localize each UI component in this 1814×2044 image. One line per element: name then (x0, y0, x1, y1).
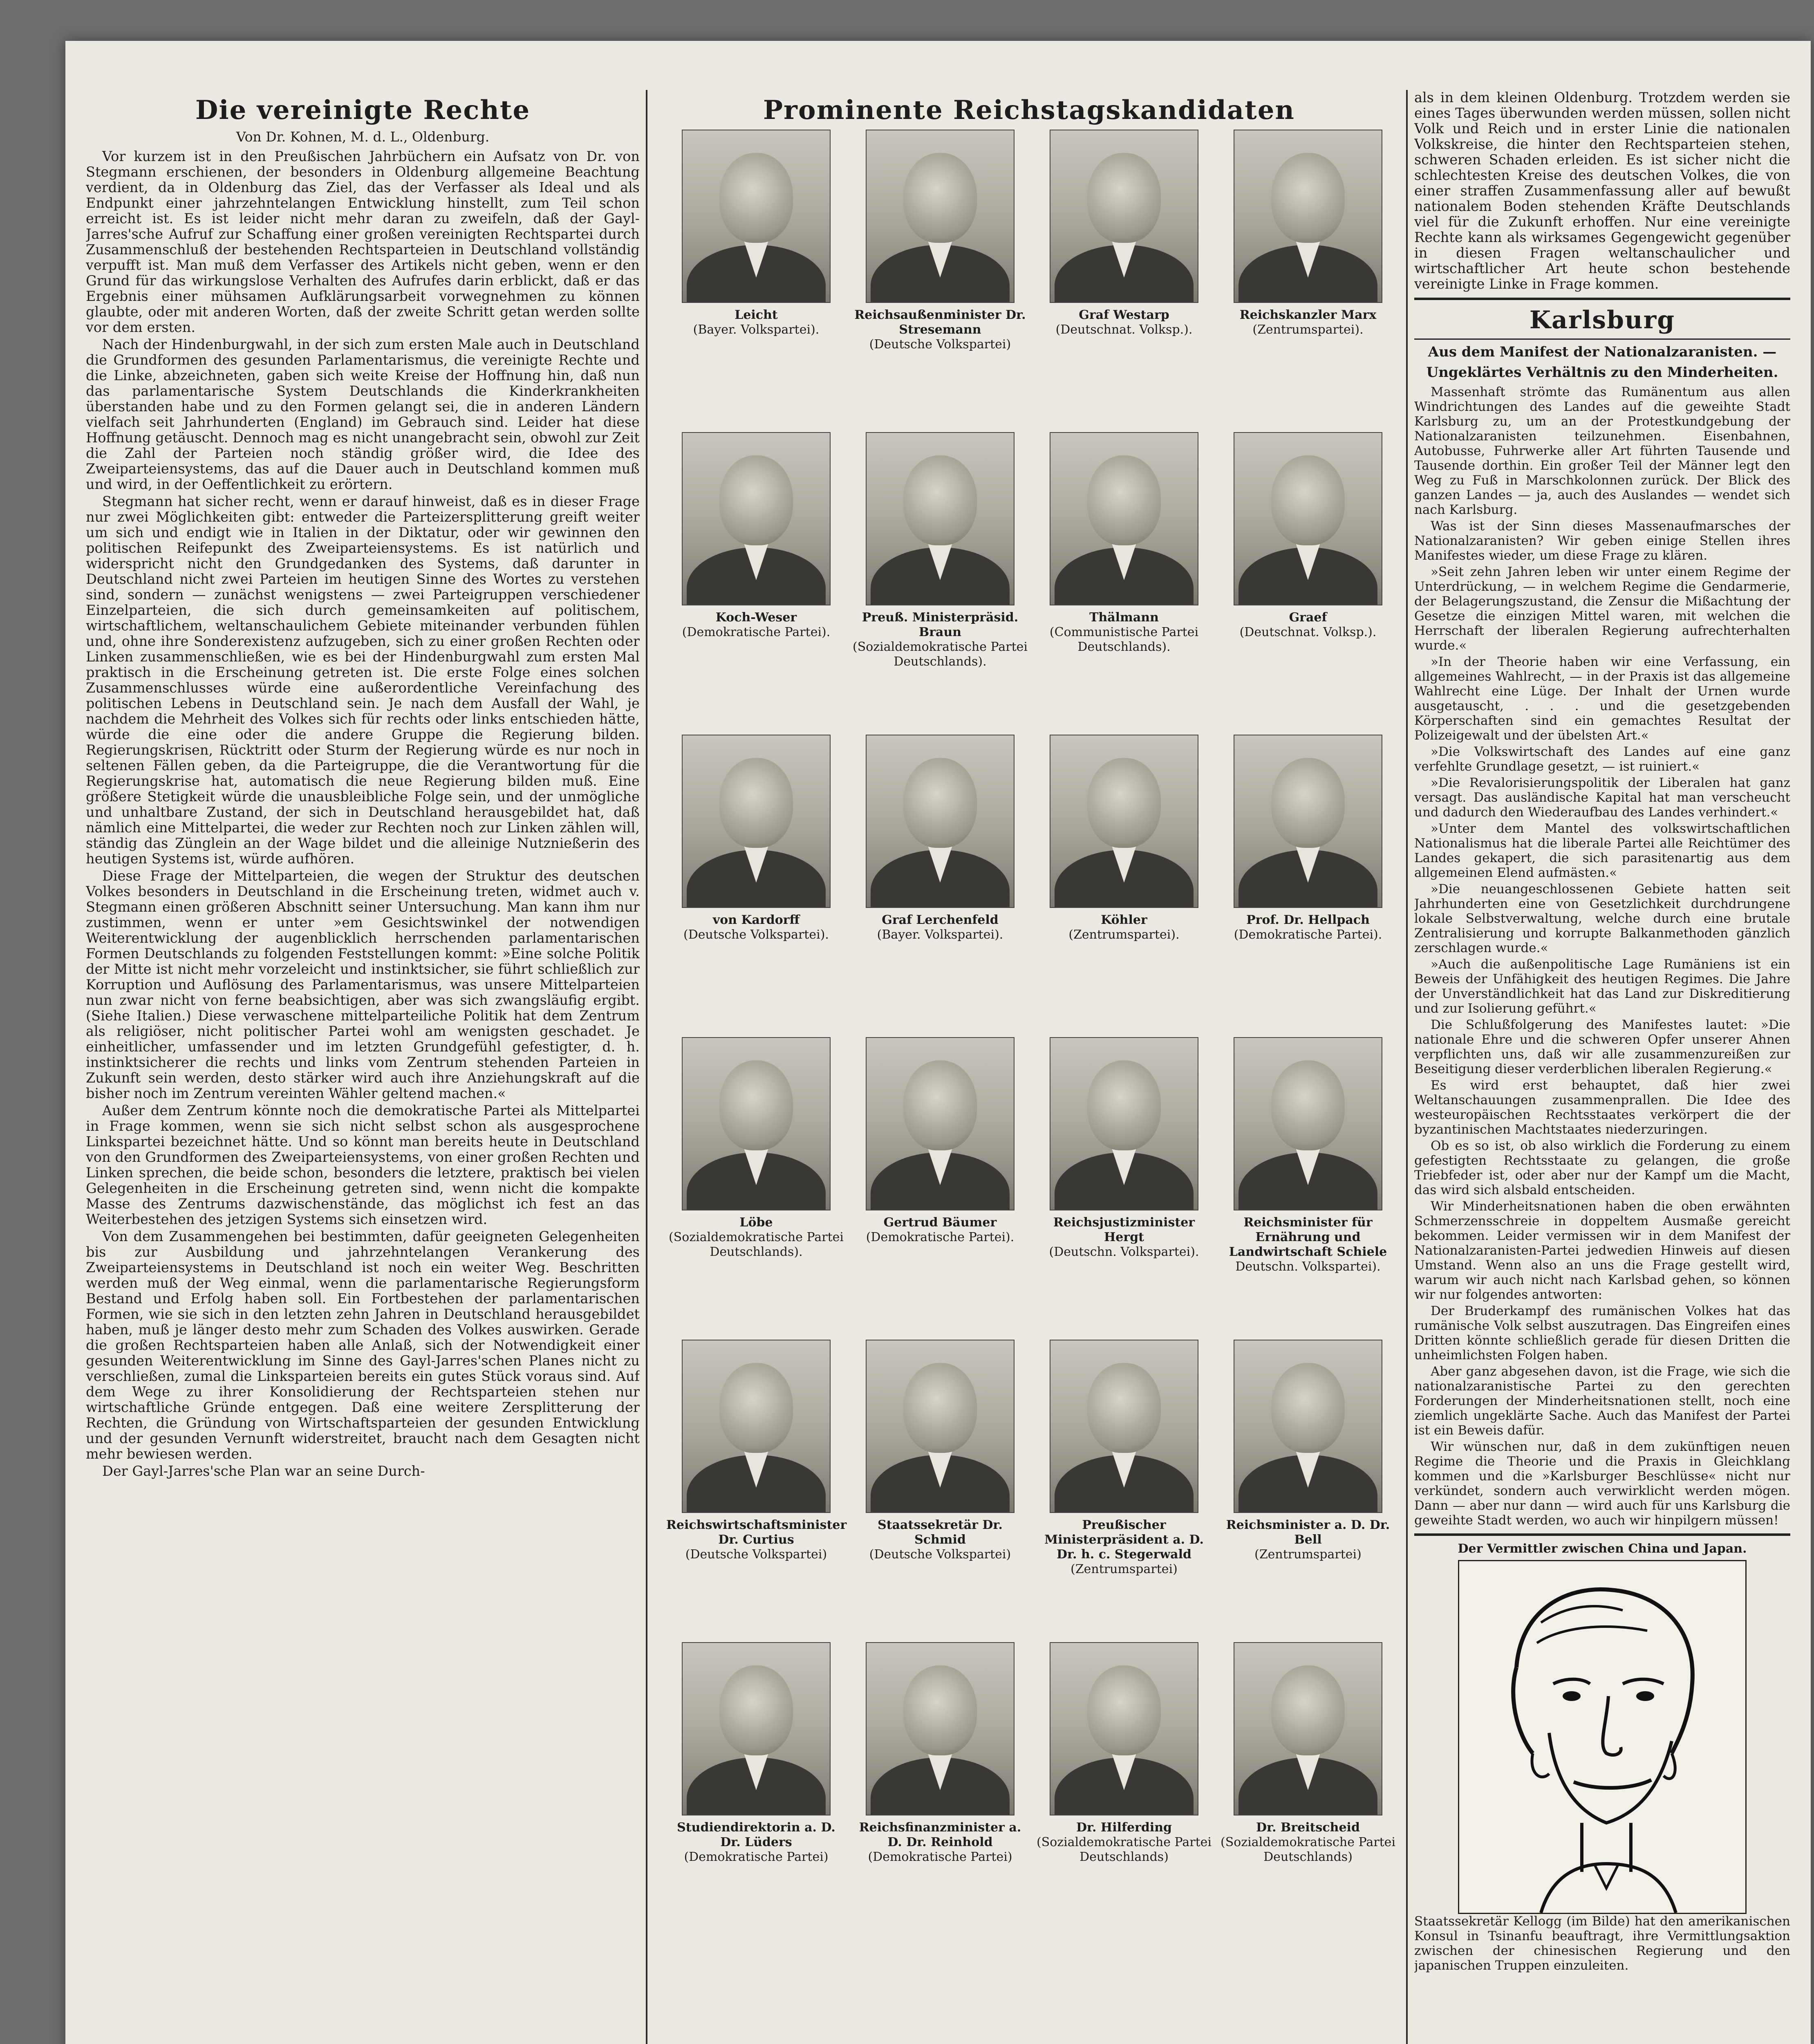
portrait-photo (1050, 432, 1198, 605)
portrait-party: (Deutschnat. Volksp.). (1239, 625, 1377, 639)
paragraph: »Auch die außenpolitische Lage Rumäniens ist ein Beweis der Unfähigkeit des heutigen Regimes. Die Jahre der Unverständlichkeit hat das Land zur Diskreditierung und zur Isolierung geführt.« (1414, 957, 1790, 1016)
paragraph: Aber ganz abgesehen davon, ist die Frage, wie sich die nationalzaranistische Partei zu den gerechten Forderungen der Minderheitsnationen stellt, noch eine ziemlich ungeklärte Sache. Auch das Manifest der Partei ist ein Beweis dafür. (1414, 1364, 1790, 1438)
portrait-caption (1034, 1518, 1214, 1577)
portrait-caption (1034, 1215, 1214, 1260)
portrait-party: (Deutsche Volkspartei) (869, 1547, 1011, 1562)
paragraph: Stegmann hat sicher recht, wenn er darauf hinweist, daß es in dieser Frage nur zwei Möglichkeiten gibt: entweder die Parteizersplitterung greift weiter um sich und endigt wie in Italien in der Diktatur, oder wir gewinnen den politischen Reifepunkt des Zweiparteiensystems. Es ist natürlich und widerspricht nicht den Grundgedanken des Systems, daß darunter in Deutschland nicht zwei Parteien im heutigen Sinne des Wortes zu verstehen sind, sondern — zunächst wenigstens — zwei Parteigruppen verschiedener Einzelparteien, die sich durch gemeinsamkeiten auf politischem, wirtschaftlichem, weltanschaulichem Gebiete miteinander verbunden fühlen und, ohne ihre Sonderexistenz aufzugeben, sich zu einer großen Rechten oder Linken zusammenschließen, wie es bei der Hindenburgwahl zum ersten Mal praktisch in die Erscheinung getreten ist. Die erste Folge eines solchen Zusammenschlusses würde eine außerordentliche Vereinfachung des politischen Lebens in Deutschland sein. Je nach dem Ausfall der Wahl, je nachdem die Mehrheit des Volkes sich für rechts oder links entschieden hätte, würde die eine oder die andere Gruppe die Regierung bilden. Regierungskrisen, Rücktritt oder Sturm der Regierung würde es nur noch in seltenen Fällen geben, da die Parteigruppe, die die Verantwortung für die Regierungskrise hat, automatisch die neue Regierung bilden muß. Eine größere Stetigkeit würde die unausbleibliche Folge sein, und der unmögliche und unhaltbare Zustand, der sich in Deutschland herausgebildet hat, daß nämlich eine Mittelpartei, die weder zur Rechten noch zur Linken zählen will, ständig das Zünglein an der Wage bildet und die alleinige Nutznießerin des heutigen Systems ist, würde aufhören. (86, 493, 640, 867)
portrait-card (850, 432, 1030, 718)
paragraph: »Die Volkswirtschaft des Landes auf eine ganz verfehlte Grundlage gesetzt, — ist ruiniert.« (1414, 744, 1790, 774)
paragraph: Es wird erst behauptet, daß hier zwei Weltanschauungen zusammenprallen. Die Idee des westeuropäischen Rechtsstaates verkörpert die der byzantinischen Machtstaates niederzuringen. (1414, 1078, 1790, 1137)
portrait-head (1271, 1363, 1345, 1453)
portrait-card (666, 1642, 846, 1928)
article-vereinigte-rechte (86, 90, 640, 2044)
portrait-head (1271, 758, 1345, 848)
portrait-photo (1050, 735, 1198, 908)
portrait-photo (682, 1642, 831, 1815)
paragraph: »Unter dem Mantel des volkswirtschaftlichen Nationalismus hat die liberale Partei alle Reichtümer des Landes gekapert, die sich parasitenartig aus dem allgemeinen Elend aufmästen.« (1414, 821, 1790, 880)
portrait-name: Dr. Hilferding (1076, 1820, 1172, 1835)
portrait-name: Graf Lerchenfeld (882, 913, 999, 927)
portrait-caption (1034, 1820, 1214, 1865)
paragraph: Vor kurzem ist in den Preußischen Jahrbüchern ein Aufsatz von Dr. von Stegmann erschienen, der besonders in Oldenburg allgemeine Beachtung verdient, da in Oldenburg das Ziel, das der Verfasser als Ideal und als Endpunkt einer jahrzehntelangen Entwicklung hinstellt, zum Teil schon erreicht ist. Es ist leider nicht mehr daran zu zweifeln, daß der Gayl-Jarres'sche Aufruf zur Schaffung einer großen vereinigten Rechtspartei durch Zusammenschluß der bestehenden Rechtsparteien in Deutschland vollständig verpufft ist. Man muß dem Verfasser des Artikels nicht geben, wenn er den Grund für das wirkungslose Verhalten des Aufrufes darin erblickt, daß er das Ergebnis einer mühsamen Aufklärungsarbeit vorwegnehmen zu können glaubte, oder mit anderen Worten, daß der zweite Schritt getan werden sollte vor dem ersten. (86, 148, 640, 335)
paragraph: Nach der Hindenburgwahl, in der sich zum ersten Male auch in Deutschland die Grundformen des gesunden Parlamentarismus, die vereinigte Rechte und die Linke, abzeichneten, gaben sich weite Kreise der Hoffnung hin, daß nun das parlamentarische System Deutschlands die Kinderkrankheiten überstanden habe und zu den Formen gelangt sei, die in anderen Ländern vielfach seit Jahrhunderten (England) im Gebrauch sind. Leider hat diese Hoffnung getäuscht. Dennoch mag es nicht unangebracht sein, obwohl zur Zeit die Zahl der Parteien noch ständig größer wird, die Idee des Zweiparteiensystems, das auf die Dauer auch in Deutschland kommen muß und wird, in der Oeffentlichkeit zu erörtern. (86, 336, 640, 492)
portrait-name: Reichskanzler Marx (1239, 308, 1377, 322)
portrait-name: von Kardorff (712, 913, 800, 927)
portrait-card (1218, 1340, 1398, 1626)
portrait-name: Reichsfinanzminister a. D. Dr. Reinhold (859, 1820, 1021, 1849)
paragraph: Wir Minderheitsnationen haben die oben erwähnten Schmerzensschreie in doppeltem Ausmaße gereicht bekommen. Leider vermissen wir in dem Manifest der Nationalzaranisten-Partei jedwedien Hinweis auf diesen Umstand. Wenn also an uns die Frage gestellt wird, warum wir auch nicht nach Karlsbad gehen, so können wir nur folgendes antworten: (1414, 1199, 1790, 1302)
portrait-photo (866, 735, 1014, 908)
portrait-head (903, 758, 977, 848)
portrait-name: Dr. Breitscheid (1256, 1820, 1360, 1835)
portrait-card (666, 432, 846, 718)
portrait-section (658, 90, 1400, 2044)
portrait-head (719, 758, 793, 848)
newspaper-page (65, 41, 1811, 2044)
portrait-name: Graef (1289, 610, 1327, 625)
paragraph: Von dem Zusammengehen bei bestimmten, dafür geeigneten Gelegenheiten bis zur Ausbildung und jahrzehntelangen Verankerung des Zweiparteiensystems in Deutschland ist noch ein weiter Weg. Beschritten werden muß der Weg einmal, wenn die parlamentarische Regierungsform Bestand und Erfolg haben soll. Ein Fortbestehen der parlamentarischen Formen, wie sie sich in den letzten zehn Jahren in Deutschland herausgebildet haben, muß je länger desto mehr zum Schaden des Volkes auswirken. Gerade die großen Rechtsparteien haben alle Anlaß, sich der Notwendigkeit einer gesunden Weiterentwicklung im Sinne des Gayl-Jarres'schen Planes nicht zu verschließen, zumal die Linksparteien bereits ein gutes Stück voraus sind. Auf dem Wege zu ihrer Konsolidierung der Rechtsparteien stehen nur wirtschaftliche Gründe entgegen. Daß eine weitere Zersplitterung der Rechten, die Gründung von Wirtschaftsparteien der gesunden Entwicklung und der gesunden Vernunft widerstreitet, braucht nach dem Gesagten nicht mehr bewiesen werden. (86, 1228, 640, 1462)
portrait-card (1034, 130, 1214, 416)
portrait-photo (682, 1340, 831, 1513)
portrait-party: (Demokratische Partei). (866, 1230, 1014, 1244)
portrait-head (719, 1665, 793, 1755)
portrait-card (1218, 432, 1398, 718)
portrait-party: (Zentrumspartei) (1254, 1547, 1362, 1562)
portrait-head (719, 1363, 793, 1453)
portrait-head (903, 455, 977, 545)
portrait-head (1271, 1665, 1345, 1755)
portrait-photo (1050, 130, 1198, 303)
portrait-name: Reichsminister für Ernährung und Landwirtschaft Schiele (1229, 1215, 1387, 1259)
cartoon-title: Der Vermittler zwischen China und Japan. (1458, 1542, 1747, 1556)
cartoon-drawing (1459, 1561, 1745, 1913)
cartoon-caption-block (1414, 1914, 1790, 1973)
paragraph: Außer dem Zentrum könnte noch die demokratische Partei als Mittelpartei in Frage kommen, wenn sie sich nicht selbst schon als ausgesprochene Linkspartei bezeichnet hätte. Und so könnt man bereits heute in Deutschland von den Grundformen des Zweiparteiensystems, von einer großen Rechten und Linken sprechen, die beide schon, besonders die letztere, praktisch bei vielen Gelegenheiten in die Erscheinung getreten sind, wenn nicht die kompakte Masse des Zentrums dazwischenstände, das möglichst ich fest an das Weiterbestehen des jetzigen Systems sich einsetzen wird. (86, 1103, 640, 1227)
portrait-photo (866, 1037, 1014, 1210)
portrait-head (1087, 153, 1161, 243)
portrait-card (1034, 432, 1214, 718)
portrait-photo (1050, 1340, 1198, 1513)
divider (1414, 298, 1790, 300)
portrait-card (1034, 1642, 1214, 1928)
section-headline: Prominente Reichstagskandidaten (763, 95, 1295, 126)
portrait-party: Deutschn. Volkspartei). (1235, 1260, 1381, 1274)
portrait-card (666, 735, 846, 1021)
paragraph: »Seit zehn Jahren leben wir unter einem Regime der Unterdrückung, — in welchem Regime die Gendarmerie, der Belagerungszustand, die Zensur die Mißachtung der Gesetze die einzigen Mittel waren, mit welchen die Herrschaft der liberalen Regierung aufrechterhalten wurde.« (1414, 565, 1790, 653)
portrait-head (903, 1363, 977, 1453)
portrait-photo (1234, 432, 1382, 605)
paragraph: Die Schlußfolgerung des Manifestes lautet: »Die nationale Ehre und die schweren Opfer unserer Ahnen verpflichten uns, daß wir alle zusammenzureißen zur Beseitigung dieser verderblichen liberalen Regierung.« (1414, 1018, 1790, 1076)
portrait-card (850, 735, 1030, 1021)
portrait-photo (1050, 1642, 1198, 1815)
portrait-caption (666, 610, 846, 640)
column-divider (1406, 90, 1408, 2044)
portrait-caption (666, 308, 846, 337)
portrait-name: Löbe (739, 1215, 773, 1230)
portrait-photo (866, 1340, 1014, 1513)
paragraph: Massenhaft strömte das Rumänentum aus allen Windrichtungen des Landes auf die geweihte Stadt Karlsburg zu, um an der Protestkundgebung der Nationalzaranisten teilzunehmen. Eisenbahnen, Autobusse, Fuhrwerke aller Art führten Tausende und Tausende dorthin. Ein großer Teil der Männer legt den Weg zu Fuß in Marschkolonnen zurück. Der Blick des ganzen Landes — ja, auch des Auslandes — wendet sich nach Karlsburg. (1414, 385, 1790, 517)
paragraph: Was ist der Sinn dieses Massenaufmarsches der Nationalzaranisten? Wir geben einige Stellen ihres Manifestes wieder, um diese Frage zu klären. (1414, 519, 1790, 563)
portrait-name: Thälmann (1089, 610, 1159, 625)
portrait-head (1087, 455, 1161, 545)
portrait-party: (Demokratische Partei) (684, 1850, 829, 1864)
portrait-party: (Deutsche Volkspartei) (685, 1547, 827, 1562)
portrait-card (1218, 1642, 1398, 1928)
portrait-photo (1050, 1037, 1198, 1210)
portrait-party: (Communistische Partei Deutschlands). (1049, 625, 1199, 654)
portrait-card (1218, 1037, 1398, 1323)
portrait-caption (666, 1518, 846, 1562)
portrait-caption (1034, 610, 1214, 654)
continued-text (1414, 90, 1790, 292)
portrait-party: (Demokratische Partei) (868, 1850, 1012, 1864)
portrait-party: (Sozialdemokratische Partei Deutschlands). (853, 640, 1028, 669)
portrait-name: Prof. Dr. Hellpach (1246, 913, 1370, 927)
portrait-head (1271, 153, 1345, 243)
right-column (1414, 90, 1790, 2044)
portrait-caption (666, 1215, 846, 1260)
portrait-head (719, 455, 793, 545)
portrait-photo (682, 130, 831, 303)
portrait-photo (866, 1642, 1014, 1815)
portrait-caption (850, 1215, 1030, 1245)
divider (1414, 1533, 1790, 1536)
paragraph: »Die neuangeschlossenen Gebiete hatten seit Jahrhunderten eine von Gesetzlichkeit durchdrungene lokale Selbstverwaltung, welche durch eine brutale Zentralisierung und korrupte Balkanmethoden gänzlich zerschlagen wurde.« (1414, 882, 1790, 955)
article-byline: Von Dr. Kohnen, M. d. L., Oldenburg. (236, 129, 490, 145)
portrait-party: (Zentrumspartei). (1252, 323, 1364, 337)
portrait-photo (1234, 1037, 1382, 1210)
portrait-caption (1034, 308, 1214, 337)
portrait-party: (Deutsche Volkspartei). (683, 928, 829, 942)
portrait-head (719, 153, 793, 243)
portrait-caption (850, 308, 1030, 352)
portrait-caption (1218, 1215, 1398, 1274)
portrait-caption (1218, 308, 1398, 337)
paragraph: Der Bruderkampf des rumänischen Volkes hat das rumänische Volk selbst auszutragen. Das Eingreifen eines Dritten könnte schließlich gerade für diesen Dritten die unheimlichsten Folgen haben. (1414, 1304, 1790, 1363)
portrait-card (850, 130, 1030, 416)
portrait-card (1218, 130, 1398, 416)
portrait-caption (1218, 913, 1398, 942)
portrait-name: Graf Westarp (1079, 308, 1169, 322)
portrait-name: Gertrud Bäumer (883, 1215, 997, 1230)
portrait-head (903, 1665, 977, 1755)
portrait-card (850, 1037, 1030, 1323)
portrait-name: Reichswirtschaftsminister Dr. Curtius (666, 1518, 847, 1547)
portrait-name: Leicht (735, 308, 778, 322)
portrait-card (850, 1340, 1030, 1626)
portrait-name: Koch-Weser (715, 610, 797, 625)
portrait-party: (Deutschnat. Volksp.). (1055, 323, 1193, 337)
portrait-party: (Bayer. Volkspartei). (877, 928, 1003, 942)
portrait-name: Reichsjustizminister Hergt (1053, 1215, 1195, 1244)
portrait-head (1087, 1665, 1161, 1755)
paragraph: als in dem kleinen Oldenburg. Trotzdem werden sie eines Tages überwunden werden müssen, sollen nicht Volk und Reich und in erster Linie die nationalen Volkskreise, die hinter den Rechtsparteien stehen, schweren Schaden erleiden. Es ist sicher nicht die schlechtesten Kreise des deutschen Volkes, die von einer straffen Zusammenfassung aller auf bewußt nationalem Boden stehenden Kräfte Deutschlands viel für die Zukunft erhoffen. Nur eine vereinigte Rechte kann als wirksames Gegengewicht gegenüber in diesen Fragen weltanschaulicher und wirtschaftlicher Art heute schon bestehende vereinigte Linke in Frage kommen. (1414, 90, 1790, 292)
portrait-party: (Zentrumspartei). (1068, 928, 1180, 942)
portrait-name: Preuß. Ministerpräsid. Braun (862, 610, 1019, 639)
portrait-head (903, 1060, 977, 1150)
portrait-name: Staatssekretär Dr. Schmid (878, 1518, 1003, 1547)
portrait-name: Reichsaußenminister Dr. Stresemann (854, 308, 1026, 337)
article-body (86, 149, 640, 1479)
portrait-party: (Sozialdemokratische Partei Deutschlands). (669, 1230, 844, 1259)
portrait-party: (Demokratische Partei). (1234, 928, 1382, 942)
portrait-photo (682, 735, 831, 908)
paragraph: Der Gayl-Jarres'sche Plan war an seine Durch- (102, 1463, 425, 1479)
paragraph: »In der Theorie haben wir eine Verfassung, ein allgemeines Wahlrecht, — in der Praxis ist das allgemeine Wahlrecht eine Lüge. Der Inhalt der Urnen wurde ausgetauscht, . . . und die gesetzgebenden Körperschaften sind ein gemachtes Resultat der Polizeigewalt und der übelsten Art.« (1414, 654, 1790, 743)
portrait-party: (Deutschn. Volkspartei). (1049, 1245, 1199, 1259)
portrait-head (1271, 1060, 1345, 1150)
portrait-party: (Sozialdemokratische Partei Deutschlands) (1037, 1835, 1212, 1864)
portrait-photo (682, 1037, 831, 1210)
portrait-head (1271, 455, 1345, 545)
portrait-photo (866, 130, 1014, 303)
portrait-head (719, 1060, 793, 1150)
portrait-caption (1034, 913, 1214, 942)
portrait-photo (1234, 130, 1382, 303)
portrait-name: Studiendirektorin a. D. Dr. Lüders (677, 1820, 835, 1849)
article-headline: Die vereinigte Rechte (195, 95, 531, 126)
portrait-card (850, 1642, 1030, 1928)
portrait-head (1087, 1363, 1161, 1453)
portrait-card (666, 1340, 846, 1626)
portrait-party: (Bayer. Volkspartei). (693, 323, 820, 337)
portrait-caption (850, 1820, 1030, 1865)
paragraph: Ob es so ist, ob also wirklich die Forderung zu einem gefestigten Rechtsstaate zu gelangen, die große Triebfeder ist, oder aber nur der Kampf um die Macht, das wird sich alsbald entscheiden. (1414, 1139, 1790, 1197)
portrait-name: Reichsminister a. D. Dr. Bell (1226, 1518, 1390, 1547)
portrait-caption (1218, 1518, 1398, 1562)
portrait-card (1034, 735, 1214, 1021)
portrait-caption (666, 1820, 846, 1865)
portrait-card (1218, 735, 1398, 1021)
portrait-party: (Sozialdemokratische Partei Deutschlands) (1221, 1835, 1395, 1864)
portrait-head (903, 153, 977, 243)
paragraph: Diese Frage der Mittelparteien, die wegen der Struktur des deutschen Volkes besonders in Deutschland in die Erscheinung treten, widmet auch v. Stegmann einen größeren Abschnitt seiner Untersuchung. Man kann ihm nur zustimmen, wenn er unter »em Gesichtswinkel der notwendigen Weiterentwicklung der augenblicklich herrschenden parlamentarischen Formen Deutschlands zu folgenden Feststellungen kommt: »Eine solche Politik der Mitte ist nicht mehr vorzeleicht und instinktsicher, sie führt schließlich zur Korruption und Auflösung des Parlamentarismus, was unsere Mittelparteien nun zwar nicht von ferne beabsichtigen, aber was sich zwangsläufig ergibt. (Siehe Italien.) Diese verwaschene mittelparteiliche Politik hat dem Zentrum als religiöser, nicht politischer Partei wohl am wenigsten geschadet. Je einheitlicher, umfassender und im letzten Grundgefühl gefestigter, d. h. instinktsicherer die rechts und links vom Zentrum stehenden Parteien in Zukunft sein werden, desto stärker wird auch ihre Anziehungskraft auf die bisher noch im Zentrum vereinten Wähler geltend machen.« (86, 868, 640, 1101)
portrait-photo (1234, 1642, 1382, 1815)
article-headline: Karlsburg (1529, 306, 1675, 334)
portrait-photo (866, 432, 1014, 605)
portrait-party: (Zentrumspartei) (1070, 1562, 1178, 1576)
portrait-name: Köhler (1101, 913, 1147, 927)
portrait-caption (1218, 1820, 1398, 1865)
article-subhead: Ungeklärtes Verhältnis zu den Minderheiten. (1426, 364, 1778, 381)
portrait-party: (Demokratische Partei). (682, 625, 831, 639)
paragraph: »Die Revalorisierungspolitik der Liberalen hat ganz versagt. Das ausländische Kapital hat man verscheucht und dadurch den Wiederaufbau des Landes verhindert.« (1414, 775, 1790, 820)
cartoon-caption: Staatssekretär Kellogg (im Bilde) hat den amerikanischen Konsul in Tsinanfu beauftragt, ihre Vermittlungsaktion zwischen der chinesischen Regierung und den japanischen Truppen einzuleiten. (1414, 1914, 1790, 1973)
portrait-card (1034, 1037, 1214, 1323)
portrait-card (666, 130, 846, 416)
portrait-caption (666, 913, 846, 942)
portrait-name: Preußischer Ministerpräsident a. D. Dr. h. c. Stegerwald (1044, 1518, 1204, 1562)
article-subhead: Aus dem Manifest der Nationalzaranisten. — (1428, 344, 1777, 360)
portrait-photo (1234, 735, 1382, 908)
portrait-party: (Deutsche Volkspartei) (869, 337, 1011, 352)
portrait-grid (658, 130, 1400, 1949)
paragraph: Wir wünschen nur, daß in dem zukünftigen neuen Regime die Theorie und die Praxis in Gleichklang kommen und die »Karlsburger Beschlüsse« nicht nur verkündet, sondern auch verwirklicht werden mögen. Dann — aber nur dann — wird auch für uns Karlsburg die geweihte Stadt werden, wo auch wir hinpilgern müssen! (1414, 1439, 1790, 1528)
portrait-photo (1234, 1340, 1382, 1513)
portrait-caption (850, 913, 1030, 942)
divider (1414, 338, 1790, 340)
portrait-card (666, 1037, 846, 1323)
portrait-head (1087, 758, 1161, 848)
portrait-photo (682, 432, 831, 605)
portrait-caption (850, 1518, 1030, 1562)
portrait-card (1034, 1340, 1214, 1626)
portrait-caption (1218, 610, 1398, 640)
article-body (1414, 385, 1790, 1528)
column-divider (646, 90, 647, 2044)
portrait-caption (850, 610, 1030, 669)
portrait-head (1087, 1060, 1161, 1150)
cartoon-portrait (1458, 1560, 1747, 1914)
